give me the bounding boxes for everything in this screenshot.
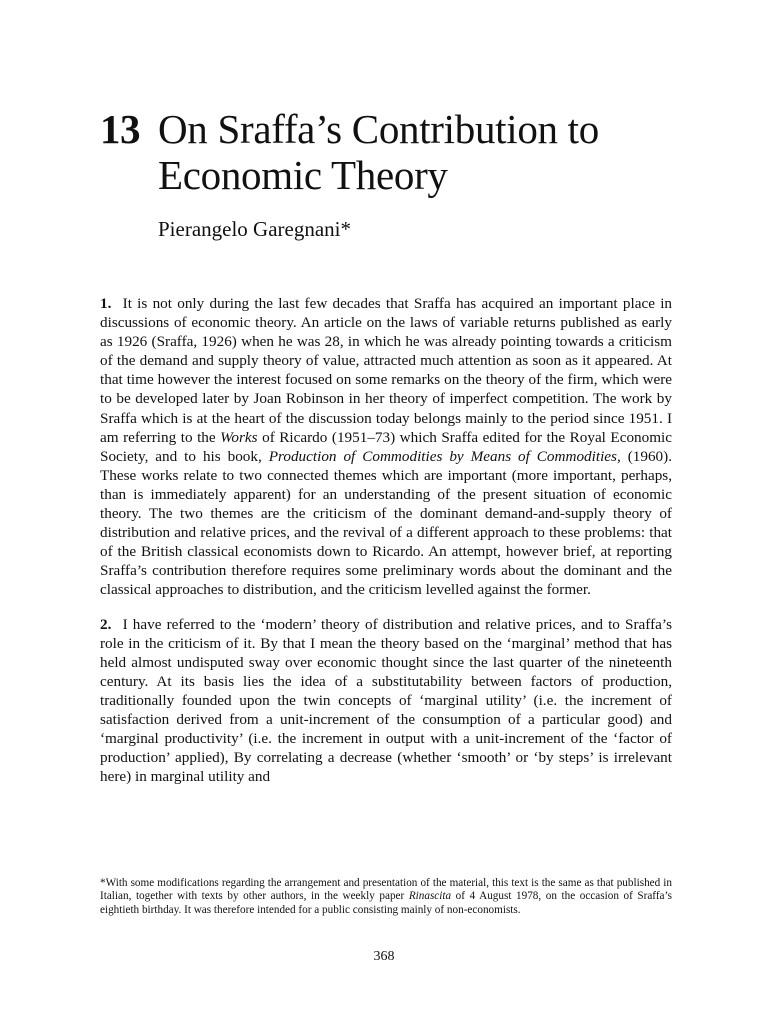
- chapter-heading: [100, 106, 700, 198]
- chapter-author: Pierangelo Garegnani*: [158, 217, 352, 241]
- chapter-title: [158, 106, 599, 198]
- footnote-text: of 4 August 1978, on the occasion of Sraffa’s eightieth birthday. It was therefore intended for a public consisting mainly of non-economists.: [100, 890, 672, 916]
- italic-title-works: Works: [220, 428, 258, 446]
- chapter-title-line-1: On Sraffa’s Contribution to: [158, 106, 599, 152]
- footnote-text: *With some modifications regarding the arrangement and presentation of the material, this text is the same as that published in Italian, together with texts by other authors, in the weekly paper: [100, 877, 672, 903]
- paragraph-2: [100, 615, 672, 787]
- paragraph-number: 1.: [100, 295, 112, 312]
- paragraph-text: It is not only during the last few decades that Sraffa has acquired an important place in discussions of economic theory. An article on the laws of variable returns published as early as 1926 (Sraffa, 1926) when he was 28, in which he was already pointing towards a criticism of the demand and supply theory of value, attracted much attention as soon as it appeared. At that time however the interest focused on some remarks on the theory of the firm, which were to be developed later by Joan Robinson in her theory of imperfect competition. The work by Sraffa which is at the heart of the discussion today belongs mainly to the period since 1951. I am referring to the: [100, 295, 673, 446]
- footnote: [100, 877, 672, 917]
- paragraph-text: I have referred to the ‘modern’ theory of distribution and relative prices, and to Sraffa’s role in the criticism of it. By that I mean the theory based on the ‘marginal’ method that has held almost undisputed sway over economic thought since the last quarter of the nineteenth century. At its basis lies the idea of a substitutability between factors of production, traditionally founded upon the twin concepts of ‘marginal utility’ (i.e. the increment of satisfaction derived from a unit-increment of the consumption of a particular good) and ‘marginal productivity’ (i.e. the increment in output with a unit-increment of the ‘factor of production’ applied), By correlating a decrease (whether ‘smooth’ or ‘by steps’ is irrelevant here) in marginal utility and: [100, 615, 673, 786]
- paragraph-number: 2.: [100, 615, 112, 633]
- body-text: [100, 294, 672, 801]
- paragraph-1: [100, 294, 672, 600]
- paragraph-text: (1960). These works relate to two connected themes which are important (more important, perhaps, than is immediately apparent) for an understanding of the present situation of economic theory. The two themes are the criticism of the dominant demand-and-supply theory of distribution and relative prices, and the revival of a different approach to these problems: that of the British classical economists down to Ricardo. An attempt, however brief, at reporting Sraffa’s contribution therefore requires some preliminary words about the dominant and the classical approaches to distribution, and the criticism levelled against the former.: [100, 447, 673, 599]
- chapter-title-line-2: Economic Theory: [158, 152, 448, 198]
- italic-title-book: Production of Commodities by Means of Commodities,: [268, 447, 621, 465]
- chapter-number: 13: [100, 106, 140, 152]
- paragraph-text: of Ricardo (1951–73) which Sraffa edited for the Royal Economic Society, and to his book,: [100, 428, 673, 465]
- footnote-italic-rinascita: Rinascita: [408, 890, 452, 903]
- page-number: 368: [373, 949, 395, 964]
